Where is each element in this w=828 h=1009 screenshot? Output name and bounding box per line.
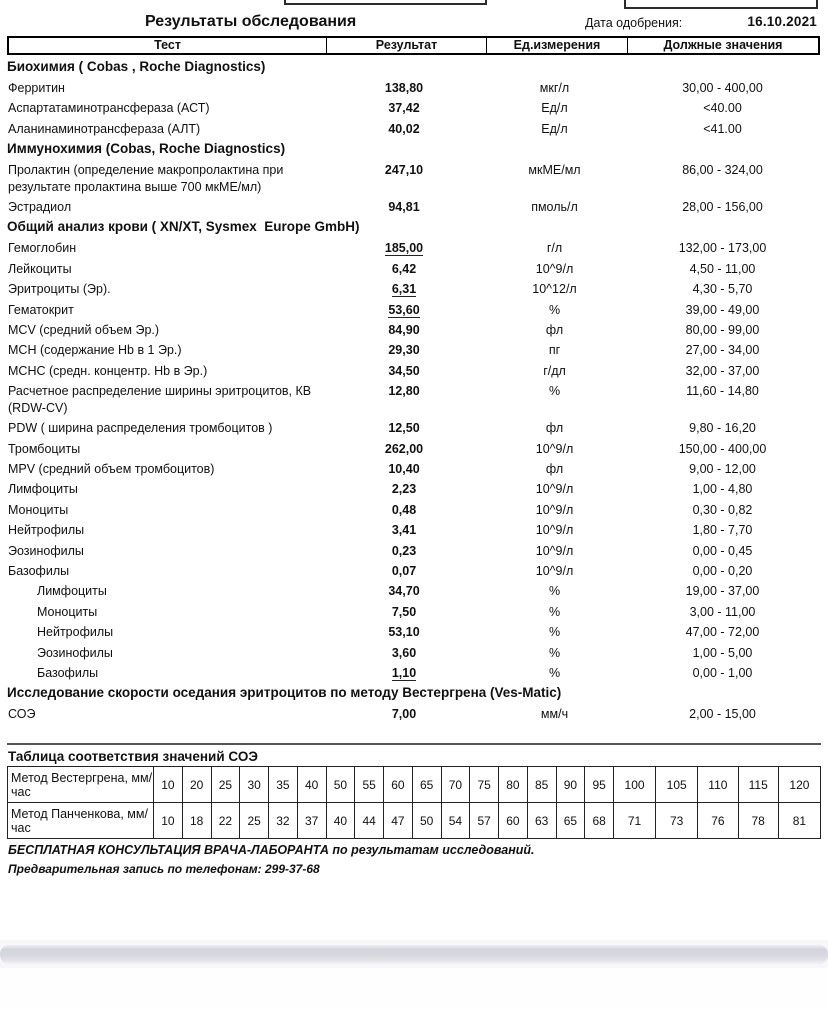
table-row <box>7 500 820 520</box>
test-result: 94,81 <box>388 200 420 215</box>
soe-value-cell: 57 <box>470 803 499 839</box>
test-name: Базофилы <box>37 665 99 680</box>
soe-value-cell: 120 <box>778 767 820 803</box>
test-name: PDW ( ширина распределения тромбоцитов ) <box>8 421 273 436</box>
test-reference-range: 80,00 - 99,00 <box>685 323 760 338</box>
soe-value-cell: 60 <box>499 803 528 839</box>
results-table-header <box>7 36 820 55</box>
table-row <box>7 160 820 197</box>
table-row <box>7 381 820 418</box>
test-result: 37,42 <box>388 101 420 116</box>
test-result: 53,60 <box>388 302 420 317</box>
soe-value-cell: 65 <box>556 803 585 839</box>
test-unit: % <box>548 625 561 640</box>
test-result: 84,90 <box>388 323 420 338</box>
test-reference-range: 0,00 - 0,45 <box>692 543 753 558</box>
test-name: Эозинофилы <box>8 543 84 558</box>
test-reference-range: 4,30 - 5,70 <box>692 282 753 297</box>
soe-table-title: Таблица соответствия значений СОЭ <box>8 749 258 764</box>
cutoff-field-box-right <box>624 0 818 9</box>
soe-value-cell: 100 <box>614 767 656 803</box>
table-row <box>7 340 820 360</box>
test-name: Лимфоциты <box>8 482 78 497</box>
test-reference-range: 32,00 - 37,00 <box>685 363 760 378</box>
soe-value-cell: 70 <box>441 767 470 803</box>
column-header-result: Результат <box>326 38 486 53</box>
column-header-test: Тест <box>154 38 181 52</box>
test-result: 247,10 <box>384 163 424 178</box>
soe-correspondence-table <box>7 766 821 839</box>
test-unit: 10^9/л <box>535 543 574 558</box>
table-row <box>7 581 820 601</box>
footer-consultation-note: БЕСПЛАТНАЯ КОНСУЛЬТАЦИЯ ВРАЧА-ЛАБОРАНТА по результатам исследований. <box>8 843 535 857</box>
test-unit: 10^9/л <box>535 482 574 497</box>
test-name: Эритроциты (Эр). <box>8 282 111 297</box>
soe-value-cell: 78 <box>738 803 778 839</box>
table-row <box>7 78 820 98</box>
soe-value-cell: 18 <box>182 803 211 839</box>
test-reference-range: 0,00 - 0,20 <box>692 563 753 578</box>
soe-value-cell: 80 <box>499 767 528 803</box>
test-unit: мкМЕ/мл <box>528 163 581 178</box>
test-result: 1,10 <box>391 665 417 680</box>
test-unit: % <box>548 604 561 619</box>
test-unit: % <box>548 645 561 660</box>
test-result: 53,10 <box>388 625 420 640</box>
test-reference-range: 4,50 - 11,00 <box>689 261 756 276</box>
test-reference-range: 1,00 - 4,80 <box>692 482 753 497</box>
table-row <box>7 602 820 622</box>
table-row <box>7 643 820 663</box>
test-reference-range: 9,80 - 16,20 <box>689 421 756 436</box>
soe-value-cell: 71 <box>614 803 656 839</box>
test-result: 34,70 <box>388 584 420 599</box>
soe-method-label: Метод Панченкова, мм/час <box>8 803 154 839</box>
test-reference-range: 132,00 - 173,00 <box>678 241 767 256</box>
soe-value-cell: 44 <box>355 803 384 839</box>
table-row <box>7 119 820 139</box>
test-unit: пг <box>548 343 561 358</box>
test-result: 12,50 <box>388 421 420 436</box>
soe-value-cell: 50 <box>326 767 355 803</box>
table-row <box>7 439 820 459</box>
test-name: Базофилы <box>8 563 70 578</box>
test-unit: % <box>548 302 561 317</box>
test-reference-range: 28,00 - 156,00 <box>682 200 763 215</box>
test-reference-range: 47,00 - 72,00 <box>685 625 760 640</box>
test-unit: фл <box>545 421 564 436</box>
horizontal-scrollbar[interactable] <box>0 945 828 964</box>
bottom-margin <box>0 968 828 1009</box>
test-name: Ферритин <box>8 81 65 95</box>
table-row <box>7 300 820 320</box>
test-name: Нейтрофилы <box>8 523 85 538</box>
results-rows <box>7 57 820 725</box>
test-reference-range: 1,00 - 5,00 <box>692 645 753 660</box>
soe-value-cell: 30 <box>240 767 269 803</box>
test-result: 0,07 <box>391 563 417 578</box>
test-result: 138,80 <box>384 81 424 95</box>
soe-value-cell: 10 <box>154 767 183 803</box>
soe-value-cell: 63 <box>527 803 556 839</box>
soe-value-cell: 10 <box>154 803 183 839</box>
test-unit: г/дл <box>543 363 566 378</box>
approval-date-value: 16.10.2021 <box>747 14 817 29</box>
test-name: Лейкоциты <box>8 261 72 276</box>
table-row <box>7 279 820 299</box>
soe-value-cell: 105 <box>656 767 698 803</box>
soe-value-cell: 50 <box>412 803 441 839</box>
test-name: MCH (содержание Hb в 1 Эр.) <box>8 343 182 358</box>
section-header: Общий анализ крови ( XN/XT, Sysmex Europe GmbH) <box>7 219 360 235</box>
column-header-range: Должные значения <box>627 38 818 53</box>
soe-value-cell: 20 <box>182 767 211 803</box>
test-reference-range: 27,00 - 34,00 <box>685 343 760 358</box>
report-title-row <box>7 12 820 34</box>
test-reference-range: 86,00 - 324,00 <box>682 163 763 178</box>
test-reference-range: 3,00 - 11,00 <box>689 604 756 619</box>
test-name: Эстрадиол <box>8 200 72 215</box>
test-name: Гемоглобин <box>8 241 77 256</box>
soe-value-cell: 110 <box>698 767 738 803</box>
test-reference-range: <41.00 <box>703 121 742 136</box>
page-title: Результаты обследования <box>145 13 357 30</box>
soe-value-cell: 65 <box>412 767 441 803</box>
section-divider <box>7 743 821 745</box>
table-row <box>7 98 820 118</box>
test-result: 3,60 <box>391 645 417 660</box>
test-name: СОЭ <box>8 707 36 722</box>
soe-value-cell: 75 <box>470 767 499 803</box>
test-reference-range: 30,00 - 400,00 <box>682 81 763 95</box>
table-row <box>7 238 820 258</box>
test-unit: мм/ч <box>540 707 569 722</box>
soe-value-cell: 85 <box>527 767 556 803</box>
test-unit: 10^9/л <box>535 563 574 578</box>
test-result: 7,00 <box>391 707 417 722</box>
test-unit: % <box>548 584 561 599</box>
test-unit: 10^9/л <box>535 261 574 276</box>
section-header: Исследование скорости оседания эритроцитов по методу Вестергрена (Ves-Matic) <box>7 685 562 701</box>
test-reference-range: 1,80 - 7,70 <box>692 523 753 538</box>
soe-value-cell: 54 <box>441 803 470 839</box>
test-name: Гематокрит <box>8 302 74 317</box>
test-unit: % <box>548 665 561 680</box>
section-header: Биохимия ( Cobas , Roche Diagnostics) <box>7 59 266 74</box>
table-row <box>7 361 820 381</box>
test-name: Аланинаминотрансфераза (АЛТ) <box>8 121 201 136</box>
test-name: Эозинофилы <box>37 645 113 660</box>
test-reference-range: 2,00 - 15,00 <box>689 707 756 722</box>
test-result: 29,30 <box>388 343 420 358</box>
soe-value-cell: 60 <box>384 767 413 803</box>
footer-phone-note: Предварительная запись по телефонам: 299-37-68 <box>8 862 320 876</box>
test-name: Расчетное распределение ширины эритроцитов, КВ (RDW-CV) <box>8 384 312 415</box>
test-name: Моноциты <box>8 502 69 517</box>
soe-value-cell: 32 <box>269 803 298 839</box>
soe-value-cell: 55 <box>355 767 384 803</box>
bottom-bar-zone <box>0 940 828 968</box>
test-name: Пролактин (определение макропролактина при результате пролактина выше 700 мкМЕ/мл) <box>8 163 284 194</box>
test-reference-range: 0,30 - 0,82 <box>692 502 753 517</box>
table-row <box>7 704 820 724</box>
section-header: Иммунохимия (Cobas, Roche Diagnostics) <box>7 141 286 157</box>
soe-value-cell: 73 <box>656 803 698 839</box>
test-unit: г/л <box>546 241 563 256</box>
test-reference-range: 11,60 - 14,80 <box>686 384 759 399</box>
test-unit: Ед/л <box>541 101 568 116</box>
table-row <box>7 479 820 499</box>
soe-value-cell: 81 <box>778 803 820 839</box>
test-result: 0,23 <box>391 543 417 558</box>
test-result: 185,00 <box>384 241 424 256</box>
test-unit: фл <box>545 461 564 476</box>
test-result: 40,02 <box>388 121 420 136</box>
test-unit: пмоль/л <box>531 200 578 215</box>
test-name: Нейтрофилы <box>37 625 114 640</box>
soe-value-cell: 25 <box>240 803 269 839</box>
soe-value-cell: 95 <box>585 767 614 803</box>
soe-value-cell: 35 <box>269 767 298 803</box>
column-header-unit: Ед.измерения <box>486 38 627 53</box>
table-row <box>7 320 820 340</box>
soe-value-cell: 22 <box>211 803 240 839</box>
test-unit: 10^9/л <box>535 441 574 456</box>
table-row <box>7 259 820 279</box>
soe-value-cell: 40 <box>326 803 355 839</box>
test-result: 12,80 <box>388 384 420 399</box>
soe-value-cell: 76 <box>698 803 738 839</box>
test-unit: Ед/л <box>541 121 568 136</box>
test-name: Аспартатаминотрансфераза (АСТ) <box>8 101 210 116</box>
soe-method-label: Метод Вестергрена, мм/час <box>8 767 154 803</box>
test-unit: % <box>548 384 561 399</box>
soe-value-cell: 37 <box>297 803 326 839</box>
soe-rows <box>8 767 821 839</box>
soe-table-row <box>8 767 821 803</box>
soe-value-cell: 25 <box>211 767 240 803</box>
test-result: 3,41 <box>391 523 417 538</box>
test-reference-range: <40.00 <box>703 101 742 116</box>
soe-value-cell: 47 <box>384 803 413 839</box>
test-unit: мкг/л <box>539 81 570 95</box>
test-result: 2,23 <box>391 482 417 497</box>
table-row <box>7 622 820 642</box>
cutoff-field-box-left <box>284 0 487 5</box>
table-row <box>7 520 820 540</box>
approval-date-label: Дата одобрения: <box>585 16 683 30</box>
test-result: 34,50 <box>388 363 420 378</box>
test-reference-range: 19,00 - 37,00 <box>685 584 760 599</box>
test-unit: 10^9/л <box>535 502 574 517</box>
soe-value-cell: 68 <box>585 803 614 839</box>
test-result: 7,50 <box>391 604 417 619</box>
test-reference-range: 0,00 - 1,00 <box>692 665 753 680</box>
test-name: MPV (средний объем тромбоцитов) <box>8 461 215 476</box>
test-reference-range: 9,00 - 12,00 <box>689 461 756 476</box>
test-name: Моноциты <box>37 604 98 619</box>
test-name: Лимфоциты <box>37 584 107 599</box>
soe-value-cell: 90 <box>556 767 585 803</box>
soe-value-cell: 40 <box>297 767 326 803</box>
table-row <box>7 197 820 217</box>
table-row <box>7 418 820 438</box>
test-reference-range: 39,00 - 49,00 <box>685 302 760 317</box>
table-row <box>7 663 820 683</box>
test-name: MCHC (средн. концентр. Hb в Эр.) <box>8 363 208 378</box>
test-result: 262,00 <box>384 441 424 456</box>
test-name: MCV (средний объем Эр.) <box>8 323 160 338</box>
test-result: 10,40 <box>388 461 420 476</box>
test-result: 6,31 <box>391 282 417 297</box>
soe-value-cell: 115 <box>738 767 778 803</box>
soe-table-row <box>8 803 821 839</box>
test-result: 0,48 <box>391 502 417 517</box>
test-unit: 10^12/л <box>532 282 577 297</box>
table-row <box>7 561 820 581</box>
test-name: Тромбоциты <box>8 441 81 456</box>
test-unit: фл <box>545 323 564 338</box>
test-result: 6,42 <box>391 261 417 276</box>
table-row <box>7 541 820 561</box>
table-row <box>7 459 820 479</box>
test-unit: 10^9/л <box>535 523 574 538</box>
test-reference-range: 150,00 - 400,00 <box>678 441 767 456</box>
